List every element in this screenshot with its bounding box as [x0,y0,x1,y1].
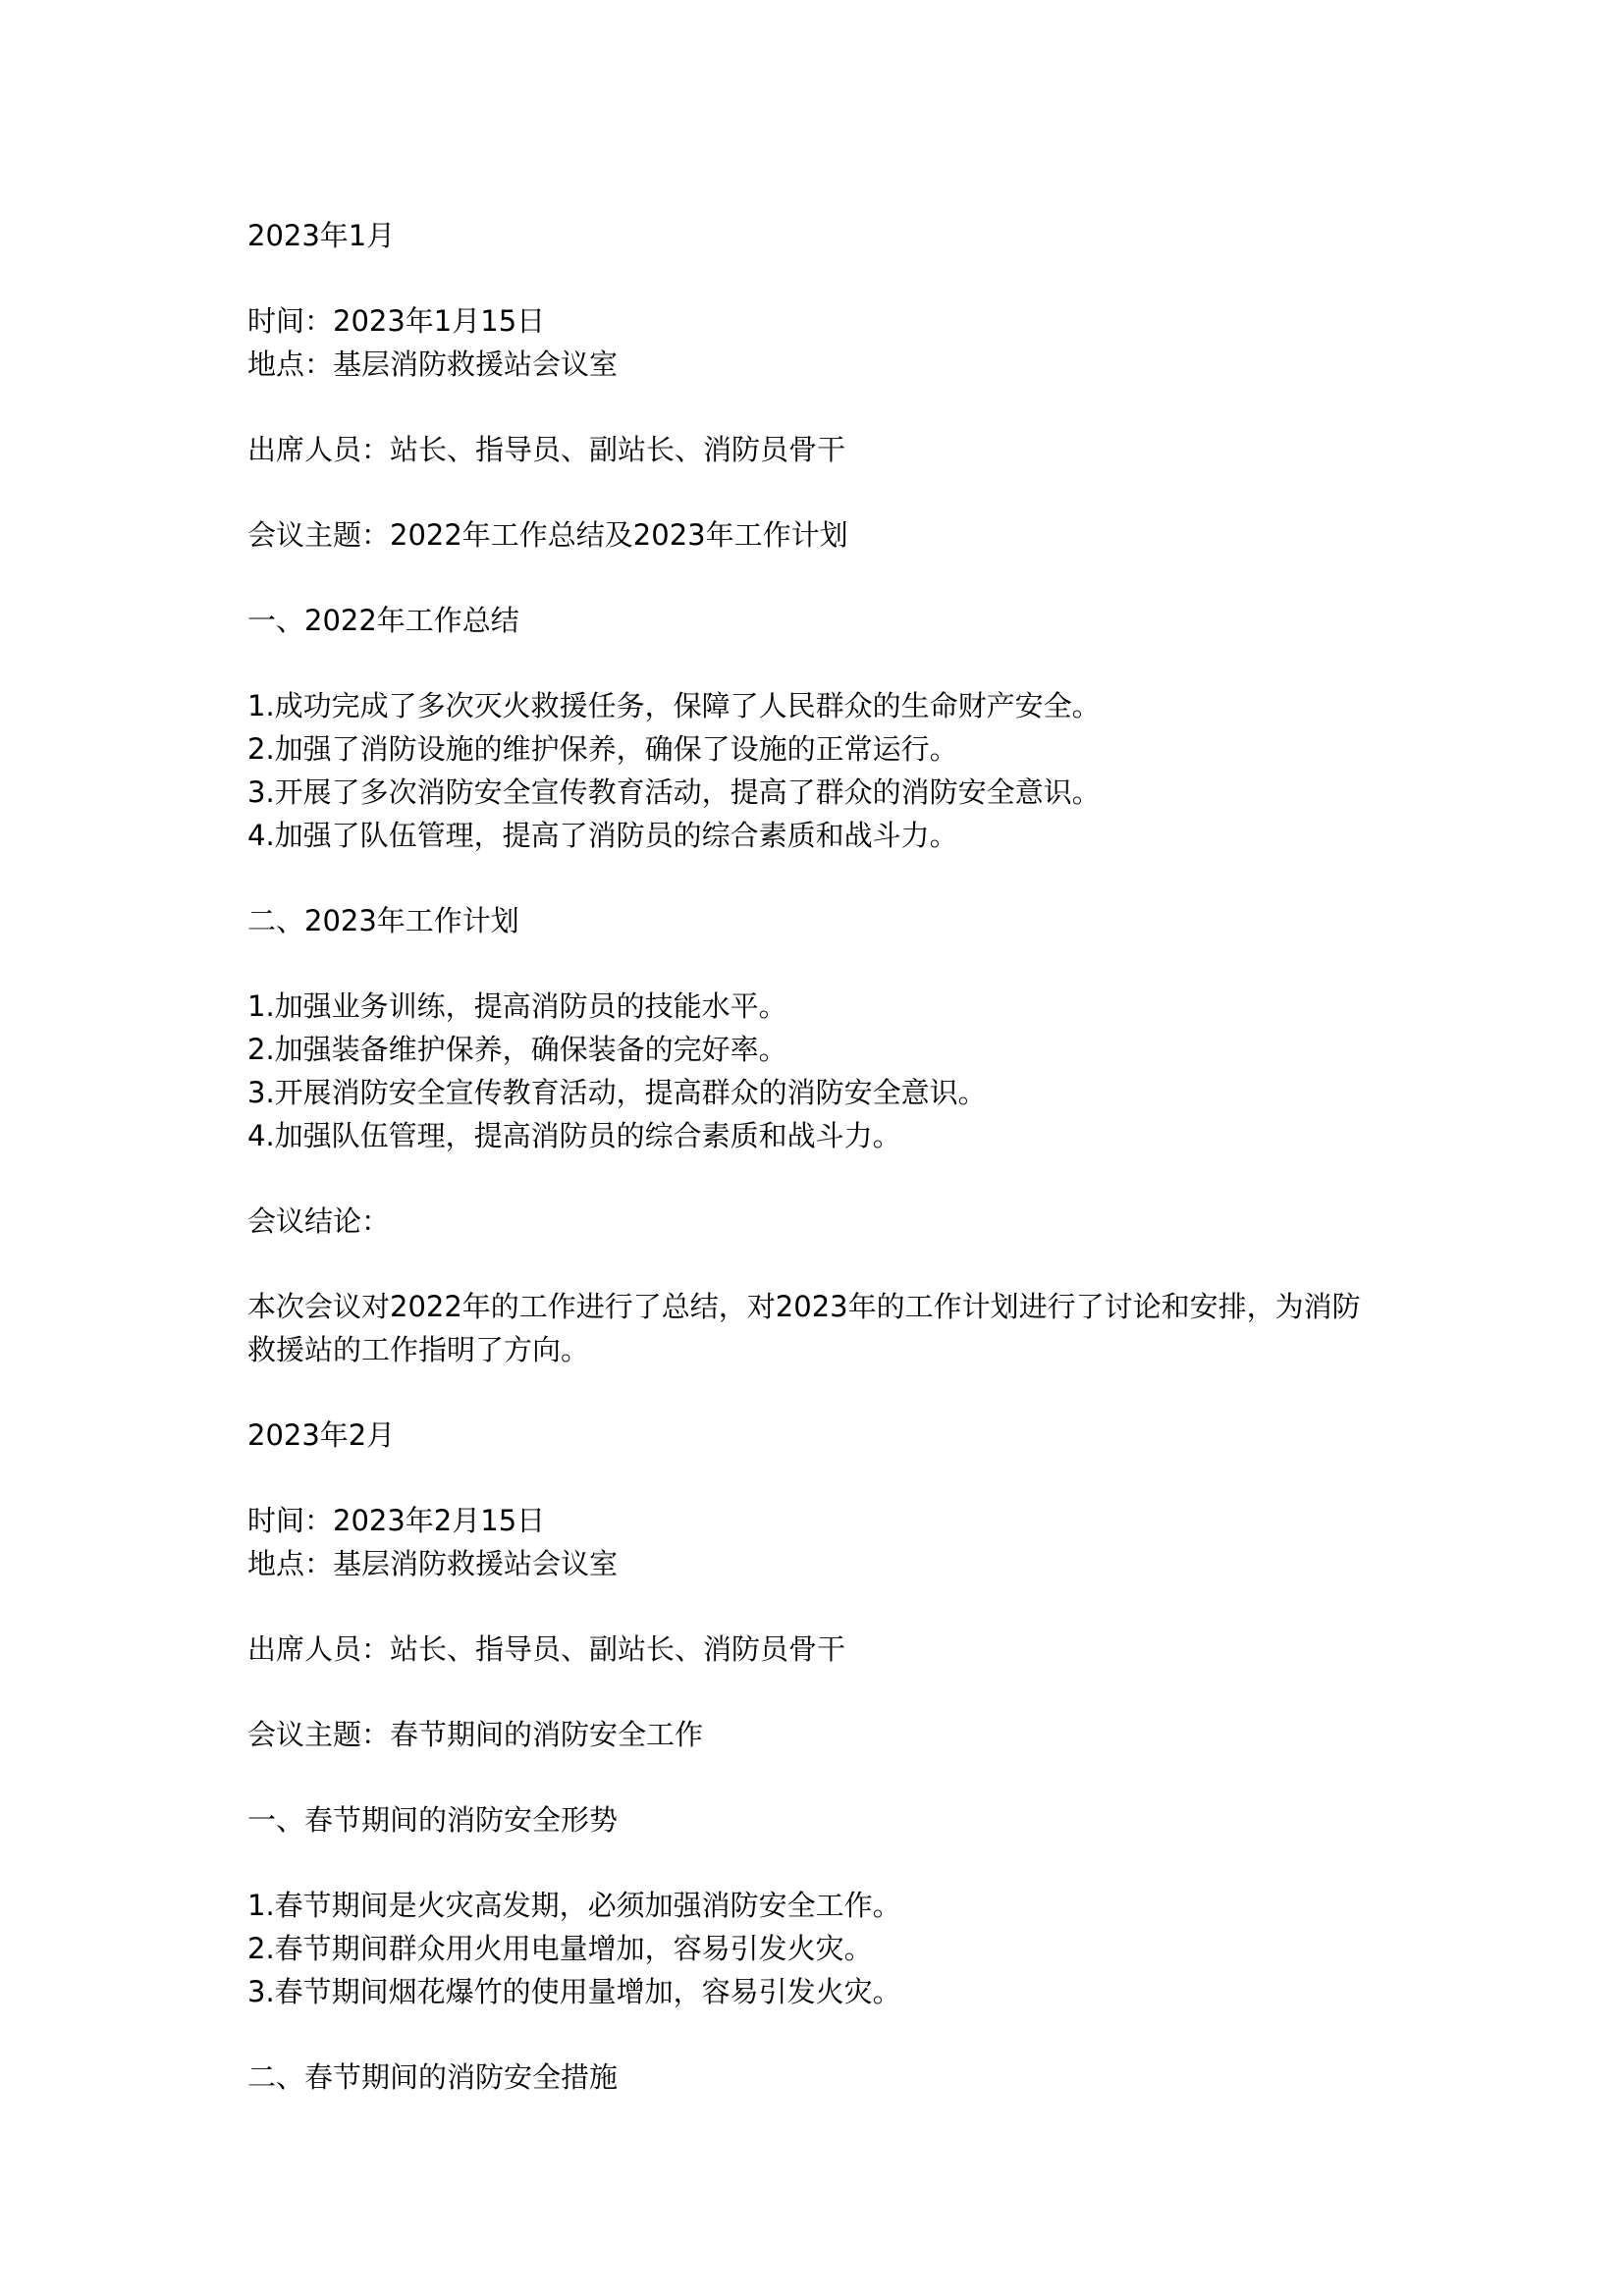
meeting-1-section-1-item: 3.开展了多次消防安全宣传教育活动，提高了群众的消防安全意识。 [247,775,1101,809]
meeting-2-section-1-item: 2.春节期间群众用火用电量增加，容易引发火灾。 [247,1932,873,1965]
meeting-2-place: 地点：基层消防救援站会议室 [247,1547,619,1580]
meeting-2-section-2-title: 二、春节期间的消防安全措施 [247,2060,619,2094]
meeting-1-place: 地点：基层消防救援站会议室 [247,347,619,381]
meeting-1-section-2-item: 4.加强队伍管理，提高消防员的综合素质和战斗力。 [247,1119,901,1152]
meeting-1-conclusion-label: 会议结论： [247,1204,391,1238]
meeting-1-section-1-item: 4.加强了队伍管理，提高了消防员的综合素质和战斗力。 [247,819,958,852]
document-page [247,214,1386,2099]
meeting-1-section-2-item: 3.开展消防安全宣传教育活动，提高群众的消防安全意识。 [247,1076,987,1109]
meeting-1-section-1-item: 1.成功完成了多次灭火救援任务，保障了人民群众的生命财产安全。 [247,689,1101,722]
meeting-2-month: 2023年2月 [247,1418,396,1452]
meeting-1-section-1-title: 一、2022年工作总结 [247,604,519,637]
meeting-1-time: 时间：2023年1月15日 [247,304,546,338]
meeting-1-section-2-title: 二、2023年工作计划 [247,904,519,937]
meeting-2-time: 时间：2023年2月15日 [247,1504,546,1537]
meeting-2-topic: 会议主题：春节期间的消防安全工作 [247,1718,704,1751]
meeting-1-conclusion-text: 本次会议对2022年的工作进行了总结，对2023年的工作计划进行了讨论和安排，为消防救援站的工作指明了方向。 [247,1290,1361,1366]
meeting-1-section-2-item: 2.加强装备维护保养，确保装备的完好率。 [247,1033,787,1066]
meeting-1-attendees: 出席人员：站长、指导员、副站长、消防员骨干 [247,433,846,466]
meeting-2-section-1-item: 1.春节期间是火灾高发期，必须加强消防安全工作。 [247,1889,901,1922]
meeting-2-section-1-title: 一、春节期间的消防安全形势 [247,1803,619,1837]
meeting-1-month: 2023年1月 [247,219,396,252]
meeting-1-section-2-item: 1.加强业务训练，提高消防员的技能水平。 [247,989,787,1023]
meeting-2-section-1-item: 3.春节期间烟花爆竹的使用量增加，容易引发火灾。 [247,1975,901,2008]
meeting-2-attendees: 出席人员：站长、指导员、副站长、消防员骨干 [247,1632,846,1666]
meeting-1-section-1-item: 2.加强了消防设施的维护保养，确保了设施的正常运行。 [247,732,958,766]
meeting-1-topic: 会议主题：2022年工作总结及2023年工作计划 [247,518,848,552]
